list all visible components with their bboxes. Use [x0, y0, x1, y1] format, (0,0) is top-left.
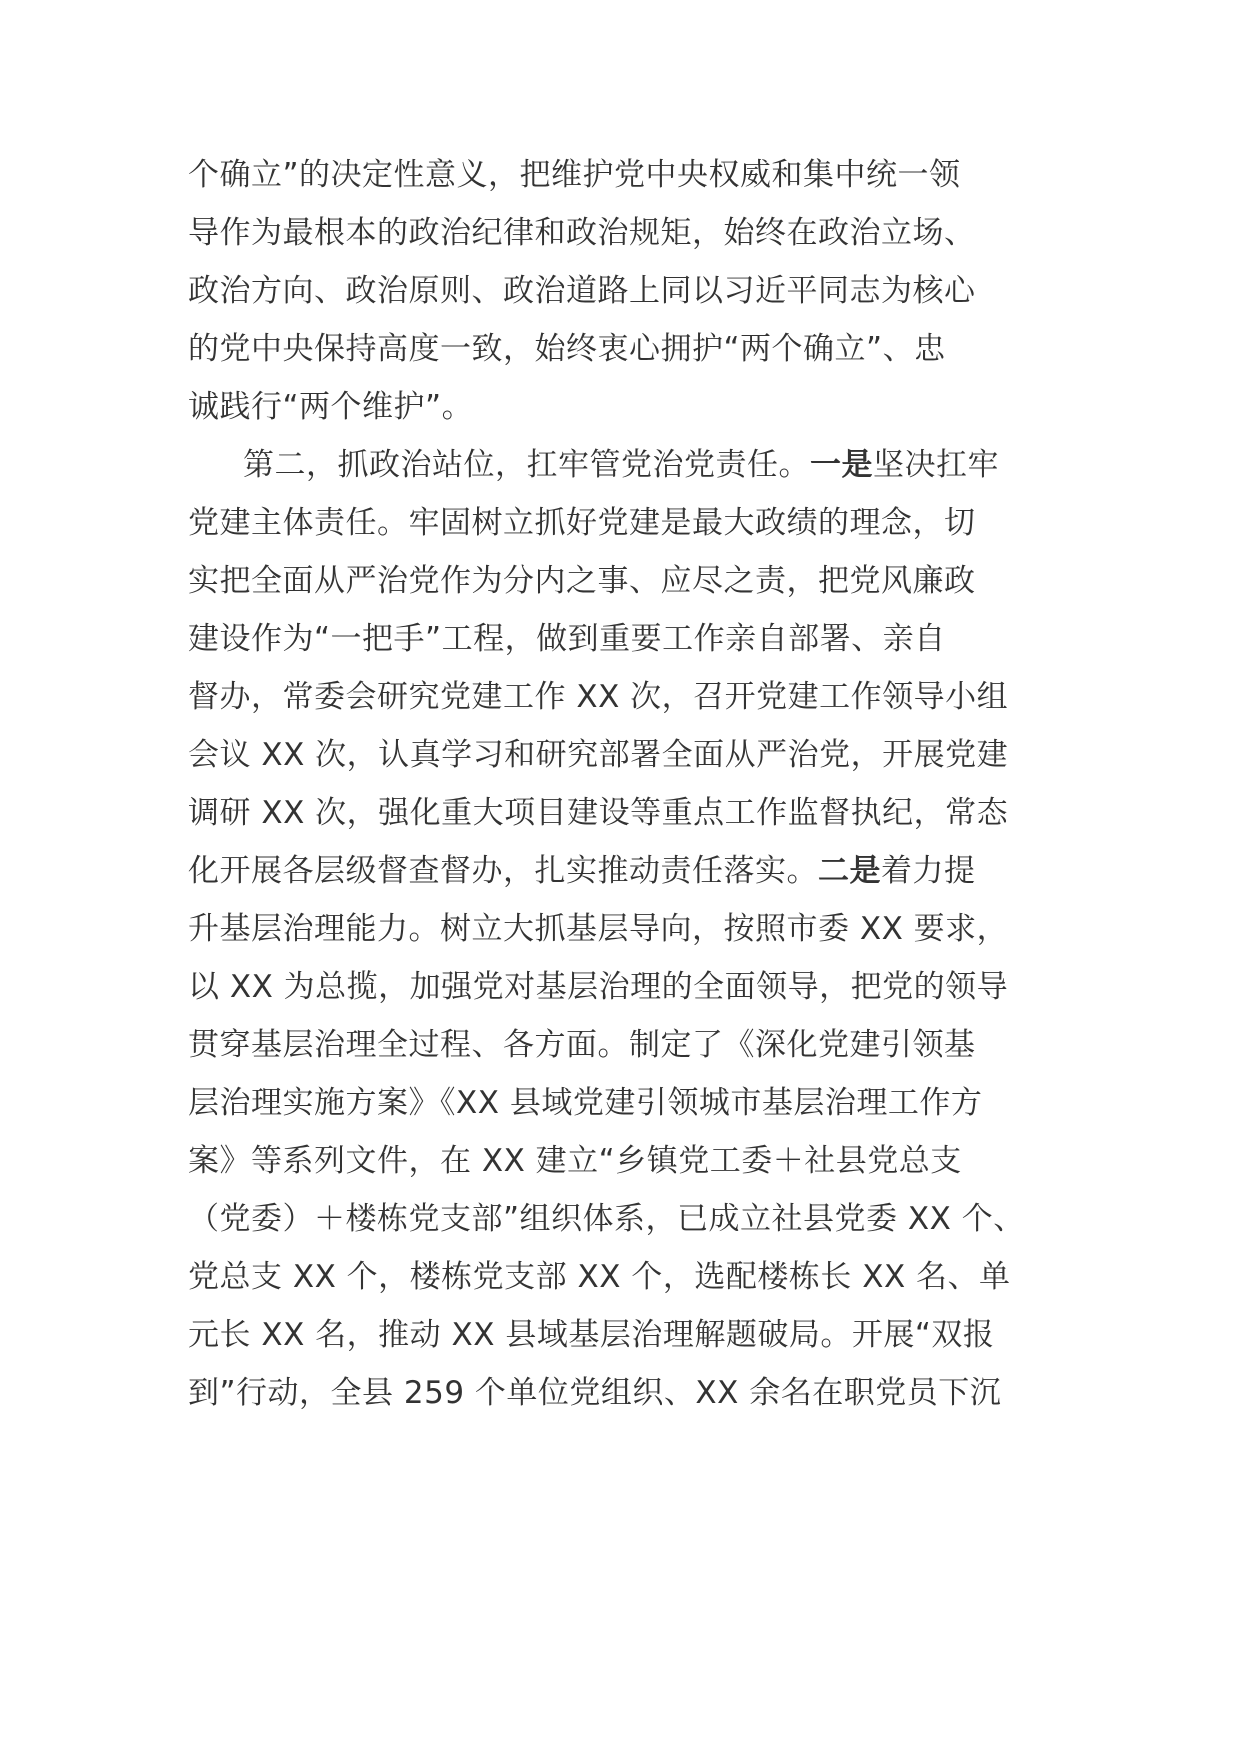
line-4-text: 的党中央保持高度一致，始终衷心拥护“两个确立”、忠: [188, 331, 946, 367]
text-line-16: [188, 1025, 976, 1065]
line-20-text: 党总支 XX 个，楼栋党支部 XX 个，选配楼栋长 XX 名、单: [188, 1259, 1011, 1295]
text-line-12: [188, 793, 1008, 833]
text-line-7: [188, 503, 976, 543]
text-line-9: [188, 619, 946, 659]
text-line-8: [188, 561, 976, 601]
line-10-text: 督办，常委会研究党建工作 XX 次，召开党建工作领导小组: [188, 679, 1009, 715]
line-3-text: 政治方向、政治原则、政治道路上同以习近平同志为核心: [188, 273, 976, 309]
text-line-22: [188, 1373, 1001, 1413]
text-line-15: [188, 967, 1008, 1007]
line-21-text: 元长 XX 名，推动 XX 县域基层治理解题破局。开展“双报: [188, 1317, 995, 1353]
text-line-11: [188, 735, 1008, 775]
line-2-text: 导作为最根本的政治纪律和政治规矩，始终在政治立场、: [188, 215, 976, 251]
line-13-text-a: 化开展各层级督查督办，扎实推动责任落实。: [188, 853, 818, 889]
line-7-text: 党建主体责任。牢固树立抓好党建是最大政绩的理念，切: [188, 505, 976, 541]
line-16-text: 贯穿基层治理全过程、各方面。制定了《深化党建引领基: [188, 1027, 976, 1063]
line-14-text: 升基层治理能力。树立大抓基层导向，按照市委 XX 要求，: [188, 911, 1009, 947]
line-18-text: 案》等系列文件，在 XX 建立“乡镇党工委＋社县党总支: [188, 1143, 962, 1179]
line-11-text: 会议 XX 次，认真学习和研究部署全面从严治党，开展党建: [188, 737, 1009, 773]
line-13-bold: 二是: [818, 853, 881, 889]
line-13-text-b: 着力提: [881, 853, 976, 889]
text-line-19: [188, 1199, 1025, 1239]
text-line-2: [188, 213, 976, 253]
text-line-14: [188, 909, 1008, 949]
line-5-text: 诚践行“两个维护”。: [188, 389, 474, 425]
line-6-bold: 一是: [810, 447, 873, 483]
text-line-20: [188, 1257, 1011, 1297]
line-9-text: 建设作为“一把手”工程，做到重要工作亲自部署、亲自: [188, 621, 946, 657]
line-22-text: 到”行动，全县 259 个单位党组织、XX 余名在职党员下沉: [188, 1375, 1002, 1411]
text-line-3: [188, 271, 976, 311]
text-line-6: [243, 445, 999, 485]
text-line-18: [188, 1141, 962, 1181]
text-line-17: [188, 1083, 982, 1123]
line-15-text: 以 XX 为总揽，加强党对基层治理的全面领导，把党的领导: [188, 969, 1009, 1005]
line-17-text: 层治理实施方案》《XX 县域党建引领城市基层治理工作方: [188, 1085, 983, 1121]
line-6-text-b: 坚决扛牢: [873, 447, 999, 483]
line-8-text: 实把全面从严治党作为分内之事、应尽之责，把党风廉政: [188, 563, 976, 599]
text-line-21: [188, 1315, 994, 1355]
text-line-10: [188, 677, 1008, 717]
line-12-text: 调研 XX 次，强化重大项目建设等重点工作监督执纪，常态: [188, 795, 1009, 831]
line-6-text-a: 第二，抓政治站位，扛牢管党治党责任。: [243, 447, 810, 483]
text-line-1: [188, 155, 961, 195]
text-line-4: [188, 329, 946, 369]
line-1-text: 个确立”的决定性意义，把维护党中央权威和集中统一领: [188, 157, 961, 193]
text-line-13: [188, 851, 976, 891]
text-line-5: [188, 387, 473, 427]
line-19-text: （党委）＋楼栋党支部”组织体系，已成立社县党委 XX 个、: [188, 1201, 1025, 1237]
